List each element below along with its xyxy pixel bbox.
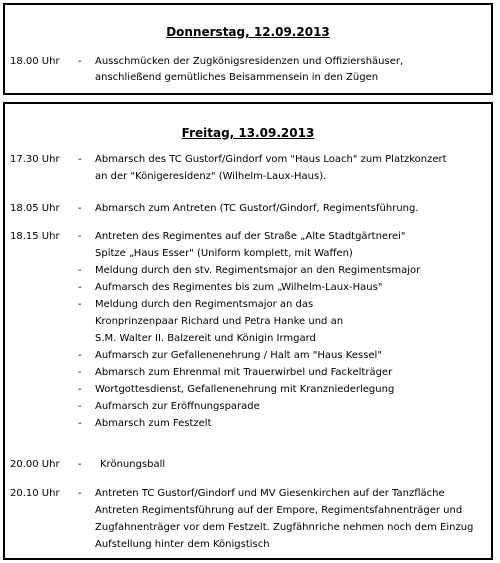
entry-dash: - bbox=[78, 203, 82, 214]
sub-item-dash: - bbox=[78, 350, 82, 361]
entry-text-line: Spitze „Haus Esser" (Uniform komplett, mit Waffen) bbox=[95, 248, 353, 259]
entry-text-line: Krönungsball bbox=[100, 459, 166, 470]
entry-time: 20.00 Uhr bbox=[10, 459, 60, 470]
sub-item-text: Wortgottesdienst, Gefallenenehrung mit Kranzniederlegung bbox=[95, 384, 395, 395]
sub-item-dash: - bbox=[78, 367, 82, 378]
sub-item-text: Abmarsch zum Festzelt bbox=[95, 418, 212, 429]
entry-text-line: Abmarsch zum Antreten (TC Gustorf/Gindorf, Regimentsführung. bbox=[95, 203, 419, 214]
entry-text-line: Antreten Regimentsführung auf der Empore, Regimentsfahnenträger und bbox=[95, 505, 463, 516]
schedule-box-thursday bbox=[3, 3, 493, 95]
sub-item-text: Abmarsch zum Ehrenmal mit Trauerwirbel und Fackelträger bbox=[95, 367, 393, 378]
entry-text-line: Antreten TC Gustorf/Gindorf und MV Giesenkirchen auf der Tanzfläche bbox=[95, 488, 445, 499]
entry-dash: - bbox=[78, 154, 82, 165]
entry-time: 17.30 Uhr bbox=[10, 154, 60, 165]
sub-item-text: Meldung durch den Regimentsmajor an das bbox=[95, 299, 314, 310]
sub-item-text: Aufmarsch zur Eröffnungsparade bbox=[95, 401, 260, 412]
sub-item-text: Meldung durch den stv. Regimentsmajor an den Regimentsmajor bbox=[95, 265, 421, 276]
sub-item-dash: - bbox=[78, 418, 82, 429]
entry-text-line: anschließend gemütliches Beisammensein in den Zügen bbox=[95, 72, 379, 83]
entry-dash: - bbox=[78, 56, 82, 67]
sub-item-text: Kronprinzenpaar Richard und Petra Hanke und an bbox=[95, 316, 344, 327]
entry-text-line: Aufstellung hinter dem Königstisch bbox=[95, 539, 270, 550]
entry-time: 20.10 Uhr bbox=[10, 488, 60, 499]
sub-item-dash: - bbox=[78, 299, 82, 310]
sub-item-dash: - bbox=[78, 384, 82, 395]
entry-text-line: Abmarsch des TC Gustorf/Gindorf vom "Haus Loach" zum Platzkonzert bbox=[95, 154, 447, 165]
day-heading-thursday: Donnerstag, 12.09.2013 bbox=[166, 25, 330, 39]
entry-time: 18.00 Uhr bbox=[10, 56, 60, 67]
schedule-box-friday bbox=[3, 102, 493, 560]
sub-item-dash: - bbox=[78, 265, 82, 276]
entry-text-line: Ausschmücken der Zugkönigsresidenzen und Offiziershäuser, bbox=[95, 56, 404, 67]
entry-dash: - bbox=[78, 488, 82, 499]
sub-item-dash: - bbox=[78, 401, 82, 412]
entry-text-line: Antreten des Regimentes auf der Straße „Alte Stadtgärtnerei" bbox=[95, 231, 406, 242]
sub-item-text: Aufmarsch zur Gefallenenehrung / Halt am "Haus Kessel" bbox=[95, 350, 382, 361]
sub-item-text: Aufmarsch des Regimentes bis zum „Wilhelm-Laux-Haus" bbox=[95, 282, 383, 293]
entry-time: 18.15 Uhr bbox=[10, 231, 60, 242]
day-heading-friday: Freitag, 13.09.2013 bbox=[181, 126, 315, 140]
entry-text-line: an der "Königeresidenz" (Wilhelm-Laux-Haus). bbox=[95, 171, 327, 182]
sub-item-text: S.M. Walter II. Balzereit und Königin Irmgard bbox=[95, 333, 316, 344]
entry-time: 18.05 Uhr bbox=[10, 203, 60, 214]
entry-dash: - bbox=[78, 459, 82, 470]
entry-text-line: Zugfahnenträger vor dem Festzelt. Zugfähnriche nehmen noch dem Einzug bbox=[95, 522, 474, 533]
sub-item-dash: - bbox=[78, 282, 82, 293]
entry-dash: - bbox=[78, 231, 82, 242]
